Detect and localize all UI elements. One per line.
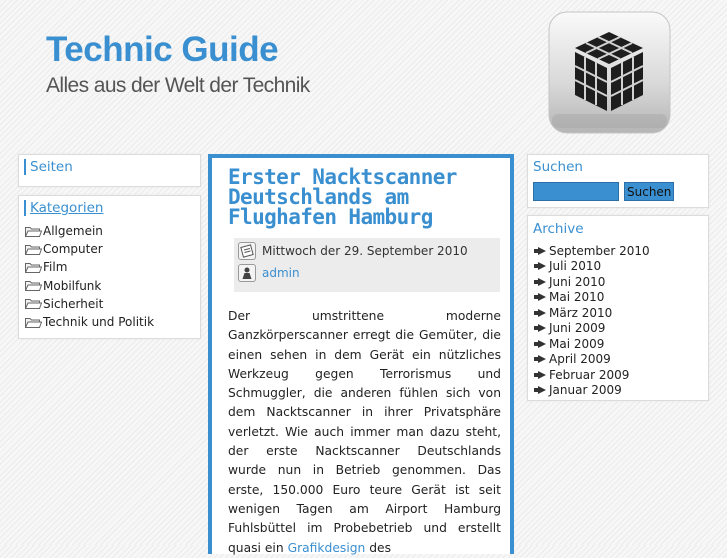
archive-label: März 2010 <box>549 305 613 320</box>
category-item[interactable] <box>25 222 154 240</box>
site-title[interactable]: Technic Guide <box>46 30 279 69</box>
archive-label: April 2009 <box>549 352 611 367</box>
pages-heading: Seiten <box>24 159 73 175</box>
folder-icon <box>25 226 42 237</box>
category-item[interactable] <box>25 313 154 331</box>
search-widget <box>527 154 709 208</box>
folder-icon <box>25 317 42 328</box>
arrow-right-icon <box>538 262 546 270</box>
arrow-right-icon <box>538 324 546 332</box>
arrow-right-icon <box>538 293 546 301</box>
pages-widget <box>18 154 201 187</box>
archive-label: Februar 2009 <box>549 367 630 382</box>
post-author-row <box>238 264 300 282</box>
search-input[interactable] <box>533 182 619 201</box>
category-label: Technik und Politik <box>43 315 155 330</box>
post-container <box>208 154 514 554</box>
archive-item[interactable] <box>534 259 650 275</box>
site-tagline: Alles aus der Welt der Technik <box>46 74 310 97</box>
archive-item[interactable] <box>534 321 650 337</box>
archive-label: September 2010 <box>549 243 650 258</box>
post-meta <box>234 238 500 292</box>
post-body-text-after: des <box>365 540 392 555</box>
archive-label: Mai 2009 <box>549 336 605 351</box>
user-icon <box>238 264 256 282</box>
folder-icon <box>25 262 42 273</box>
archive-item[interactable] <box>534 336 650 352</box>
archive-item[interactable] <box>534 352 650 368</box>
archive-label: Juni 2009 <box>549 321 606 336</box>
archive-widget <box>527 215 709 401</box>
archive-list <box>534 243 650 398</box>
arrow-right-icon <box>538 247 546 255</box>
archive-item[interactable] <box>534 243 650 259</box>
category-label: Sicherheit <box>43 296 104 311</box>
archive-item[interactable] <box>534 367 650 383</box>
archive-label: Juli 2010 <box>549 259 602 274</box>
archive-label: Juni 2010 <box>549 274 606 289</box>
post-title[interactable]: Erster Nacktscanner Deutschlands am Flughafen Hamburg <box>228 165 457 229</box>
search-heading: Suchen <box>533 159 583 175</box>
category-label: Allgemein <box>43 224 103 239</box>
post-body-link[interactable]: Grafikdesign <box>287 540 366 555</box>
category-item[interactable] <box>25 277 154 295</box>
folder-icon <box>25 244 42 255</box>
arrow-right-icon <box>538 309 546 317</box>
categories-widget <box>18 195 201 339</box>
category-label: Mobilfunk <box>43 278 102 293</box>
post-body-text: Der umstrittene moderne Ganzkörperscanner erregt die Gemüter, die einen sehen in dem Gerät ein nützliches Werkzeug gegen Terrorismus und Schmuggler, die anderen fühlen sich von dem Nacktscanner in ihrer Privatsphäre verletzt. Wie auch immer man dazu steht, der erste Nacktscanner Deutschlands wurde nun in Betrieb genommen. Das erste, 150.000 Euro teure Gerät ist seit wenigen Tagen am Airport Hamburg Fuhlsbüttel im Probebetrieb und erstellt quasi ein <box>228 309 501 555</box>
calendar-icon <box>238 242 256 260</box>
archive-item[interactable] <box>534 383 650 399</box>
archive-label: Januar 2009 <box>549 383 622 398</box>
arrow-right-icon <box>538 386 546 394</box>
category-label: Film <box>43 260 68 275</box>
categories-list <box>25 222 154 331</box>
category-label: Computer <box>43 242 103 257</box>
archive-heading: Archive <box>533 221 584 237</box>
cube-logo-icon[interactable] <box>547 10 672 135</box>
category-item[interactable] <box>25 295 154 313</box>
post-date: Mittwoch der 29. September 2010 <box>262 244 468 258</box>
archive-item[interactable] <box>534 305 650 321</box>
arrow-right-icon <box>538 278 546 286</box>
archive-item[interactable] <box>534 274 650 290</box>
folder-icon <box>25 280 42 291</box>
category-item[interactable] <box>25 258 154 276</box>
archive-item[interactable] <box>534 290 650 306</box>
arrow-right-icon <box>538 355 546 363</box>
post-date-row <box>238 242 468 260</box>
search-button[interactable]: Suchen <box>624 182 674 201</box>
categories-heading[interactable]: Kategorien <box>24 200 103 216</box>
folder-icon <box>25 298 42 309</box>
post-body <box>228 307 501 558</box>
archive-label: Mai 2010 <box>549 290 605 305</box>
arrow-right-icon <box>538 340 546 348</box>
arrow-right-icon <box>538 371 546 379</box>
category-item[interactable] <box>25 240 154 258</box>
post-author-link[interactable]: admin <box>262 266 300 280</box>
